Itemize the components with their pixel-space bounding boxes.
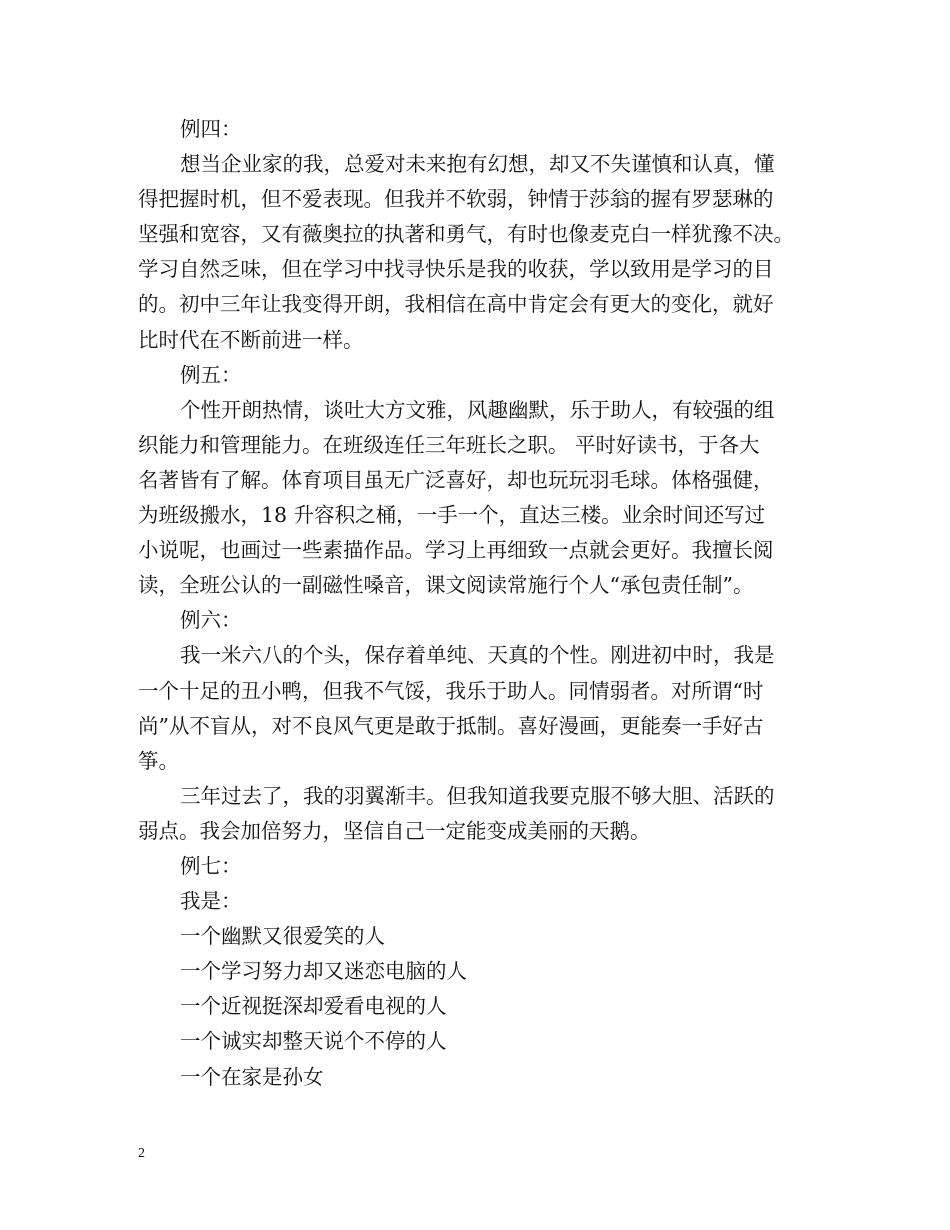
text-line: 为班级搬水，18 升容积之桶，一手一个，直达三楼。业余时间还写过 — [138, 503, 766, 528]
text-line: 一个诚实却整天说个不停的人 — [180, 1029, 447, 1054]
text-line: 一个十足的丑小鸭，但我不气馁，我乐于助人。同情弱者。对所谓“时 — [138, 678, 764, 703]
document-body — [138, 112, 823, 1095]
text-line: 读，全班公认的一副磁性嗓音，课文阅读常施行个人“承包责任制”。 — [138, 573, 754, 598]
text-line: 得把握时机，但不爱表现。但我并不软弱，钟情于莎翁的握有罗瑟琳的 — [138, 187, 774, 212]
text-line: 个性开朗热情，谈吐大方文雅，风趣幽默，乐于助人，有较强的组 — [180, 397, 775, 422]
text-line: 例四： — [180, 117, 242, 141]
text-line: 织能力和管理能力。在班级连任三年班长之职。 平时好读书，于各大 — [138, 432, 760, 457]
text-line: 尚”从不盲从，对不良风气更是敢于抵制。喜好漫画，更能奏一手好古 — [138, 713, 764, 738]
text-line: 一个学习努力却又迷恋电脑的人 — [180, 959, 467, 984]
text-line: 比时代在不断前进一样。 — [138, 327, 364, 352]
text-line: 三年过去了，我的羽翼渐丰。但我知道我要克服不够大胆、活跃的 — [180, 783, 775, 808]
text-line: 一个幽默又很爱笑的人 — [180, 924, 385, 949]
text-line: 例五： — [180, 362, 242, 387]
text-line: 例七： — [180, 853, 242, 878]
text-line: 弱点。我会加倍努力，坚信自己一定能变成美丽的天鹅。 — [138, 818, 651, 843]
text-line: 小说呢，也画过一些素描作品。学习上再细致一点就会更好。我擅长阅 — [138, 538, 774, 563]
text-line: 筝。 — [138, 748, 179, 773]
text-line: 一个在家是孙女 — [180, 1064, 324, 1089]
text-line: 我一米六八的个头，保存着单纯、天真的个性。刚进初中时，我是 — [180, 643, 775, 668]
text-line: 想当企业家的我，总爱对未来抱有幻想，却又不失谨慎和认真，懂 — [180, 152, 775, 177]
text-line: 的。初中三年让我变得开朗，我相信在高中肯定会有更大的变化，就好 — [138, 292, 774, 317]
text-line: 例六： — [180, 608, 242, 633]
text-line: 坚强和宽容，又有薇奥拉的执著和勇气，有时也像麦克白一样犹豫不决。 — [138, 222, 794, 247]
page-number: 2 — [138, 1146, 145, 1161]
text-line: 一个近视挺深却爱看电视的人 — [180, 994, 447, 1019]
text-line: 我是： — [180, 889, 242, 914]
text-line: 学习自然乏味，但在学习中找寻快乐是我的收获，学以致用是学习的目 — [138, 257, 774, 282]
text-line: 名著皆有了解。体育项目虽无广泛喜好，却也玩玩羽毛球。体格强健， — [138, 467, 774, 492]
